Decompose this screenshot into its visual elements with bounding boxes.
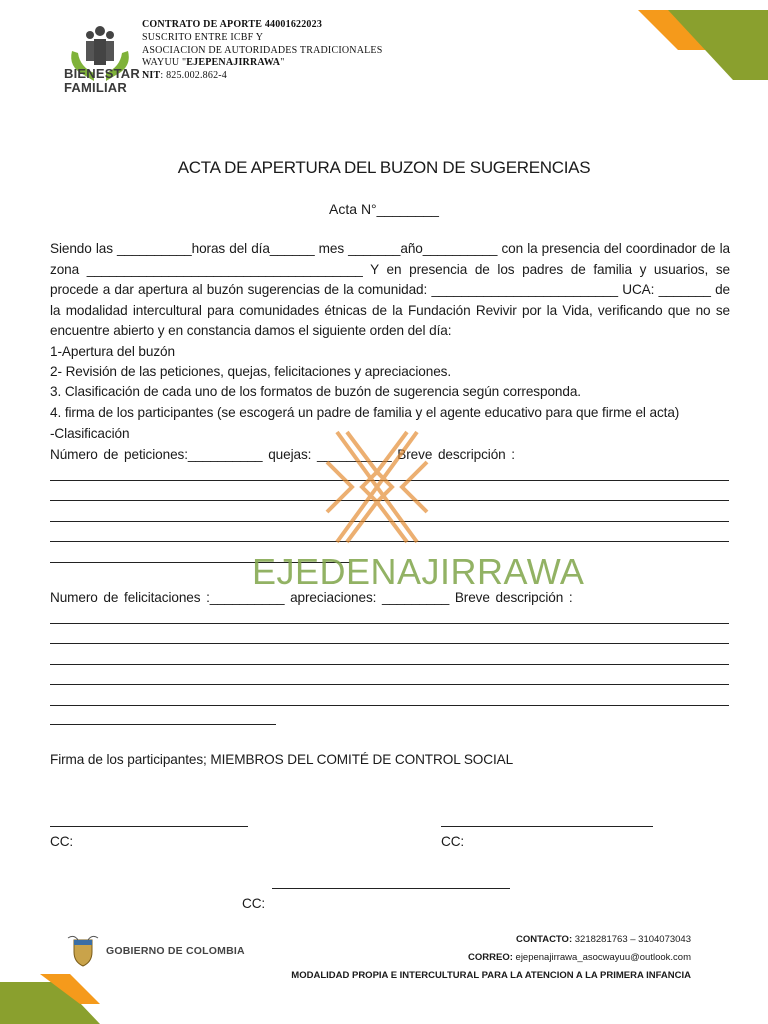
firma-heading: Firma de los participantes; MIEMBROS DEL COMITÉ DE CONTROL SOCIAL xyxy=(50,752,514,767)
description-rule xyxy=(50,705,729,706)
agenda-item-3: 3. Clasificación de cada uno de los formatos de buzón de sugerencia según corresponda. xyxy=(50,384,581,399)
modalidad-line: MODALIDAD PROPIA E INTERCULTURAL PARA LA ATENCION A LA PRIMERA INFANCIA xyxy=(291,970,691,981)
colombia-coat-of-arms-icon xyxy=(66,934,100,968)
acta-number: Acta N°________ xyxy=(329,201,439,217)
contract-header xyxy=(142,19,383,83)
signature-line-right xyxy=(441,826,653,827)
logo-text-familiar: FAMILIAR xyxy=(64,80,127,95)
signature-line-center xyxy=(272,888,510,889)
association-name: EJEPENAJIRRAWA xyxy=(186,57,281,69)
watermark-text: EJEDENAJIRRAWA xyxy=(252,551,585,592)
nit-line: NIT: 825.002.862-4 xyxy=(142,70,227,82)
gobierno-de-colombia-label: GOBIERNO DE COLOMBIA xyxy=(106,945,245,957)
cc-left: CC: xyxy=(50,834,74,849)
contract-title: CONTRATO DE APORTE 44001622023 xyxy=(142,19,323,30)
signature-line-left xyxy=(50,826,248,827)
contract-line-2: SUSCRITO ENTRE ICBF Y xyxy=(142,31,264,43)
peticiones-line: Número de peticiones:__________ quejas: __________ Breve descripción : xyxy=(50,447,515,462)
document-title: ACTA DE APERTURA DEL BUZON DE SUGERENCIAS xyxy=(177,158,591,177)
description-rule xyxy=(50,623,729,624)
cc-right: CC: xyxy=(441,834,465,849)
opening-paragraph: Siendo las __________horas del día______ mes _______año__________ con la presencia del coordinador de la zona _____________________________________ Y en presencia de los padres de familia y usuarios, se procede a dar apertura al buzón sugerencias de la comunidad: _________________________ UCA: _______ de la modalidad intercultural para comunidades étnicas de la Fundación Revivir por la Vida, verificando que no se encuentre abierto y en constancia damos el siguiente orden del día: xyxy=(50,241,730,339)
agenda-item-2: 2- Revisión de las peticiones, quejas, felicitaciones y apreciaciones. xyxy=(50,364,452,379)
contacto-line: CONTACTO: 3218281763 – 3104073043 xyxy=(516,934,691,945)
watermark-pattern xyxy=(322,422,432,562)
contract-line-4: WAYUU "EJEPENAJIRRAWA" xyxy=(142,57,285,69)
description-rule xyxy=(50,724,276,725)
correo-line: CORREO: ejepenajirrawa_asocwayuu@outlook.com xyxy=(468,952,691,963)
agenda-item-4: 4. firma de los participantes (se escogerá un padre de familia y el agente educativo para que firme el acta) xyxy=(50,405,680,420)
corner-decoration xyxy=(638,0,768,80)
agenda-item-1: 1-Apertura del buzón xyxy=(50,344,175,359)
description-rule xyxy=(50,664,729,665)
footer-corner-decoration xyxy=(0,974,100,1024)
logo-text-bienestar: BIENESTAR xyxy=(64,66,140,81)
description-rule xyxy=(50,684,729,685)
contract-line-3: ASOCIACION DE AUTORIDADES TRADICIONALES xyxy=(142,44,383,56)
felicitaciones-line: Numero de felicitaciones :__________ apreciaciones: _________ Breve descripción : xyxy=(50,590,573,605)
classification-heading: -Clasificación xyxy=(50,426,130,441)
description-rule xyxy=(50,643,729,644)
cc-center: CC: xyxy=(242,896,266,911)
